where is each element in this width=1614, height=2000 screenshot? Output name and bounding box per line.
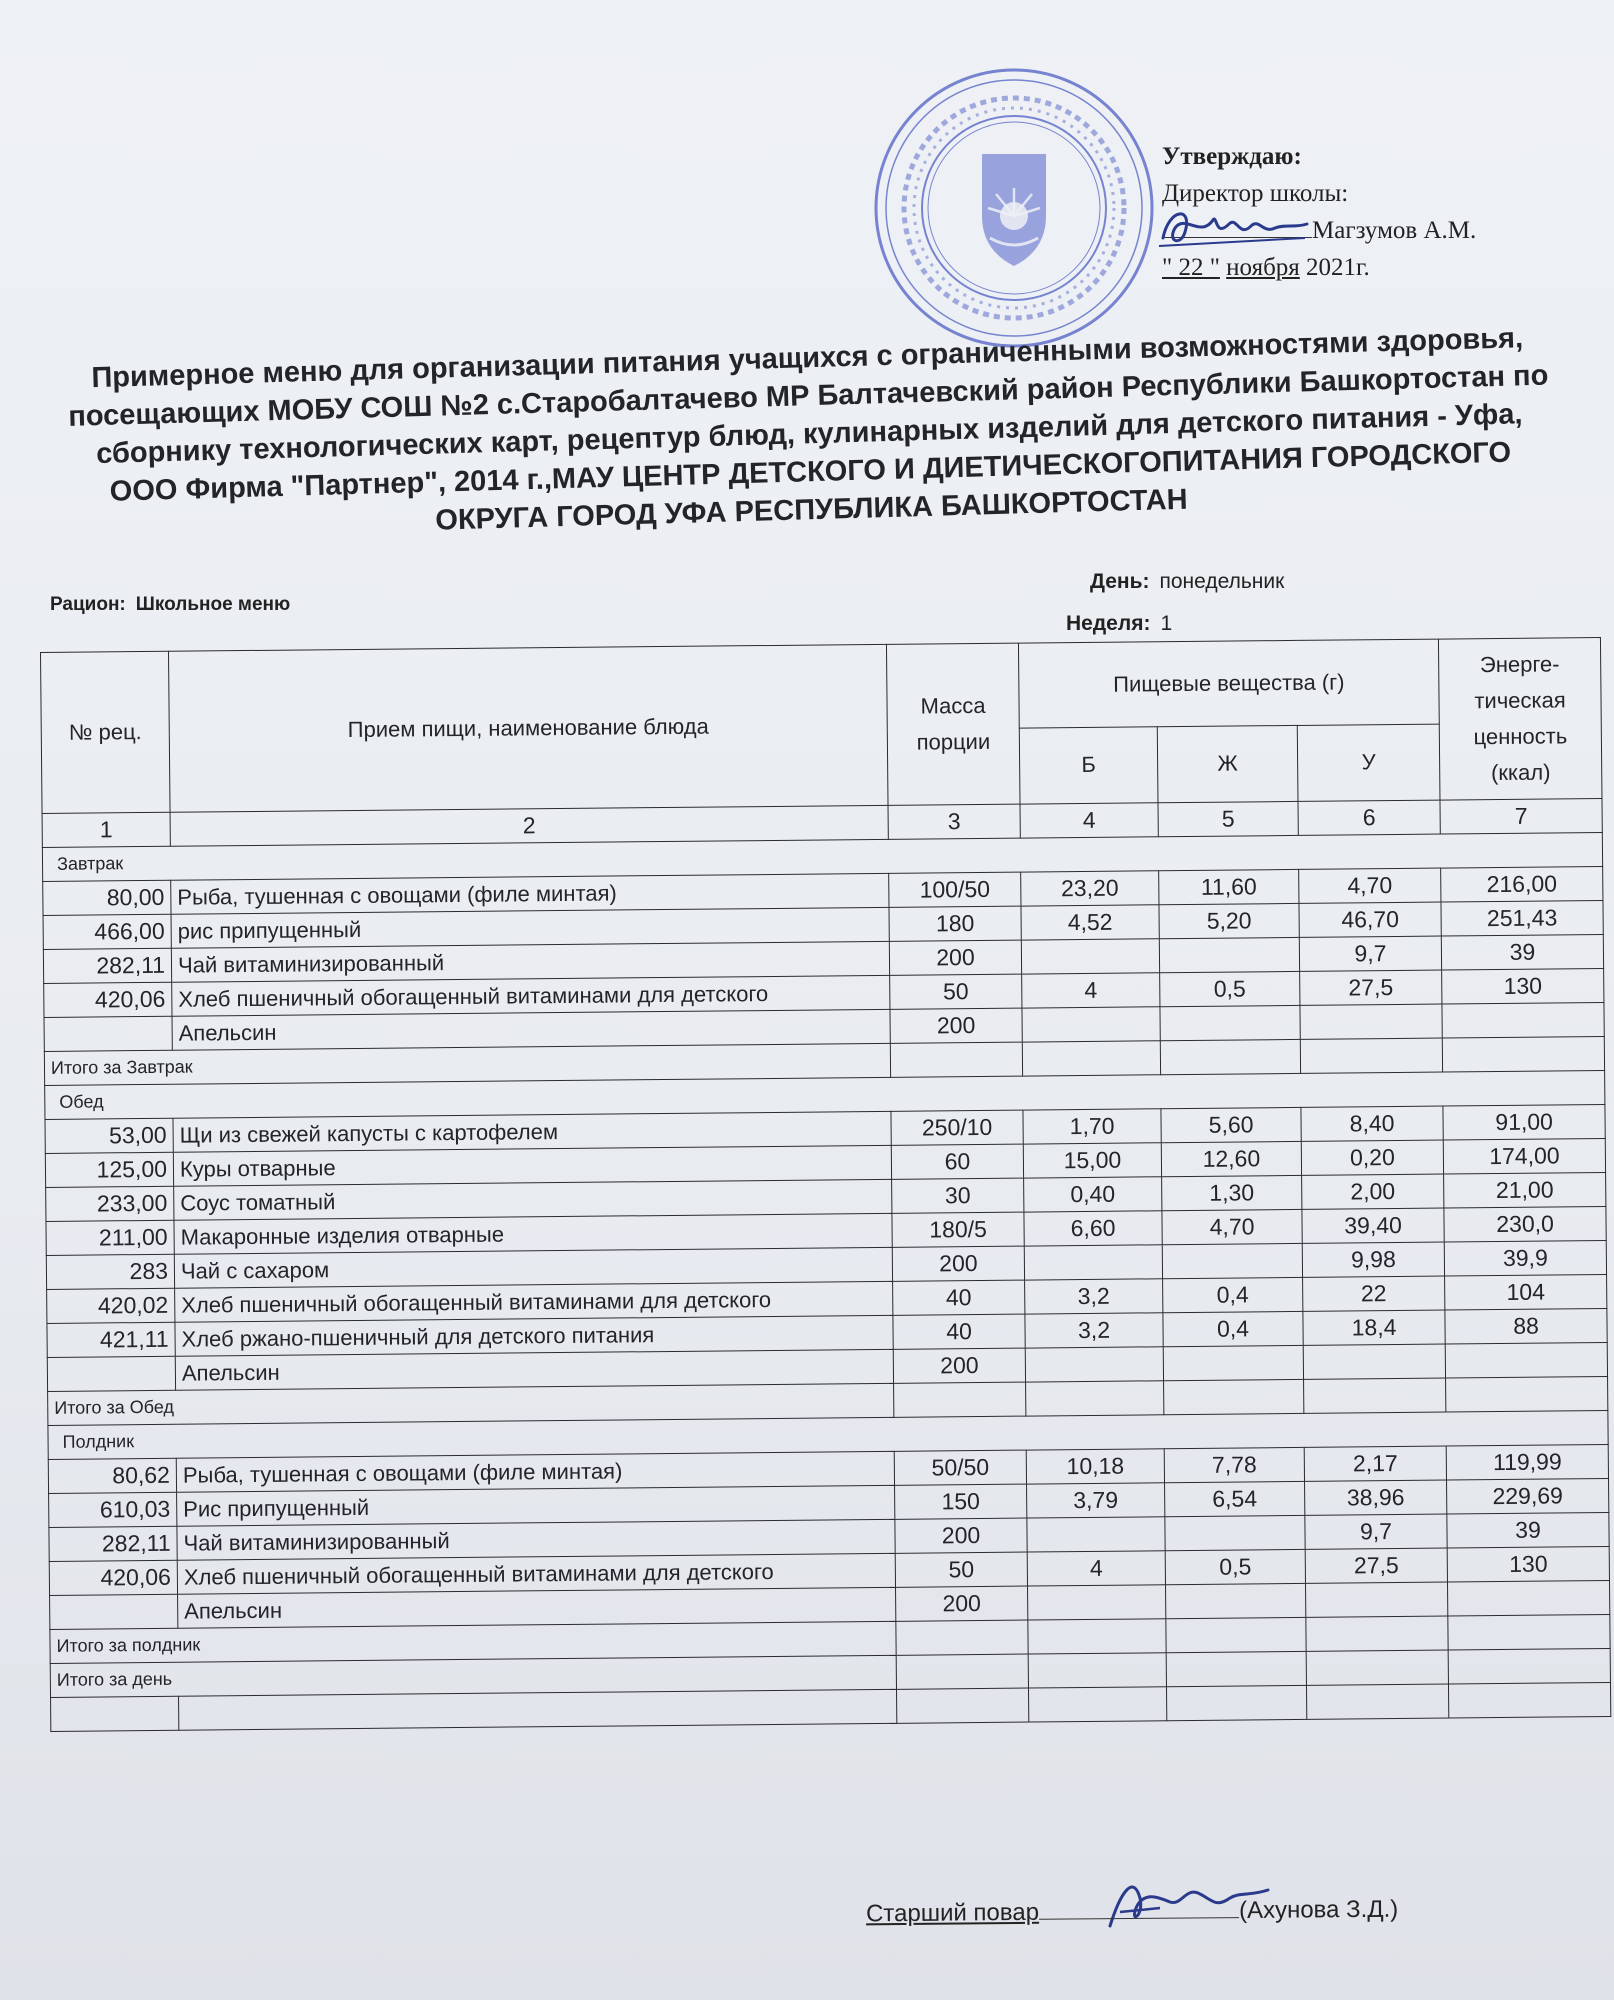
week-label: Неделя: [1066,612,1151,635]
section-total-label: Итого за полдник [50,1621,896,1663]
cell-u: 39,40 [1302,1208,1444,1243]
approval-name: Магзумов А.М. [1312,217,1477,244]
total-cell [1026,1381,1164,1416]
cell-b [1025,1347,1163,1382]
total-cell [1442,1037,1604,1073]
header-mass: Масса порции [886,643,1020,805]
cell-dish: Апельсин [175,1349,893,1390]
cell-zh: 7,78 [1164,1447,1304,1482]
cell-zh: 0,4 [1163,1311,1303,1346]
header-b: Б [1019,726,1158,804]
column-index-cell: 4 [1020,803,1158,838]
cell-b: 3,2 [1025,1313,1163,1348]
ration-label: Рацион: [50,594,126,615]
blank-cell [51,1696,179,1731]
cell-kcal: 39 [1447,1512,1609,1548]
cell-mass: 200 [890,1008,1022,1043]
cell-u [1305,1582,1447,1617]
day-total-label: Итого за день [50,1655,896,1697]
section-total-label: Итого за Обед [48,1383,894,1425]
cell-b: 15,00 [1023,1143,1161,1178]
total-cell [1446,1376,1608,1412]
cell-b: 6,60 [1024,1211,1162,1246]
total-cell [1306,1650,1448,1685]
cell-b: 0,40 [1024,1177,1162,1212]
cell-u: 8,40 [1301,1106,1443,1141]
cell-u: 2,00 [1302,1174,1444,1209]
total-cell [1166,1617,1306,1652]
total-cell [1306,1616,1448,1651]
cell-rec: 80,62 [48,1458,176,1493]
cell-u: 9,7 [1305,1514,1447,1549]
cell-zh [1160,1005,1300,1040]
cell-rec: 282,11 [49,1526,177,1561]
cell-mass: 40 [893,1314,1025,1349]
week-value: 1 [1160,612,1173,635]
column-index-cell: 5 [1158,801,1298,836]
cell-kcal: 119,99 [1446,1444,1608,1480]
header-zh: Ж [1157,725,1298,803]
cell-b: 3,2 [1025,1279,1163,1314]
cell-rec: 466,00 [43,914,171,949]
footer-role: Старший повар [865,1898,1040,1928]
blank-cell [179,1689,897,1730]
cell-dish: Макаронные изделия отварные [174,1213,892,1254]
cell-b: 4,52 [1021,905,1159,940]
cell-mass: 180/5 [892,1212,1024,1247]
cell-dish: Куры отварные [173,1145,891,1186]
ration-info [50,594,300,616]
cell-zh [1165,1515,1305,1550]
total-cell [1022,1041,1160,1076]
approval-position: Директор школы: [1162,180,1349,207]
cell-kcal: 130 [1447,1546,1609,1582]
cell-kcal [1445,1342,1607,1378]
cell-dish: Чай витаминизированный [177,1519,895,1560]
cell-mass: 100/50 [889,872,1021,907]
section-total-label: Итого за Завтрак [44,1043,890,1085]
cell-kcal: 21,00 [1444,1172,1606,1208]
cell-zh: 11,60 [1159,869,1299,904]
cell-rec [47,1356,175,1391]
total-cell [1448,1614,1610,1650]
cell-dish: Апельсин [178,1587,896,1628]
footer-signature-gap [1039,1917,1239,1920]
section-title: Обед [45,1071,1605,1120]
cell-u: 2,17 [1304,1446,1446,1481]
cell-mass: 50 [895,1552,1027,1587]
cell-zh: 4,70 [1162,1209,1302,1244]
column-index-cell: 3 [888,804,1020,839]
day-info [1090,570,1284,594]
blank-cell [896,1688,1028,1723]
cell-zh: 12,60 [1161,1141,1301,1176]
cell-kcal: 216,00 [1441,867,1603,903]
cell-mass: 200 [896,1586,1028,1621]
column-index-cell: 6 [1298,800,1440,835]
cell-zh: 5,60 [1161,1107,1301,1142]
cell-rec: 282,11 [43,948,171,983]
cell-mass: 200 [889,940,1021,975]
cell-kcal [1448,1580,1610,1616]
footer-name: (Ахунова З.Д.) [1238,1895,1399,1925]
cell-rec: 233,00 [46,1186,174,1221]
blank-cell [1449,1682,1611,1718]
cell-u: 4,70 [1299,868,1441,903]
cell-dish: Хлеб ржано-пшеничный для детского питания [175,1315,893,1356]
ration-value: Школьное меню [135,594,291,615]
cell-b [1024,1245,1162,1280]
cell-rec: 211,00 [46,1220,174,1255]
cell-kcal: 230,0 [1444,1206,1606,1242]
column-index-cell: 7 [1440,799,1602,835]
cell-u: 46,70 [1299,902,1441,937]
cell-mass: 150 [895,1484,1027,1519]
approval-heading: Утверждаю: [1162,143,1302,170]
cell-zh: 0,4 [1163,1277,1303,1312]
header-row [41,638,1602,738]
cell-b: 1,70 [1023,1109,1161,1144]
cell-mass: 180 [889,906,1021,941]
cell-u: 0,20 [1301,1140,1443,1175]
approval-date-day: " 22 " [1162,254,1220,281]
cell-mass: 50 [890,974,1022,1009]
cell-zh: 5,20 [1159,903,1299,938]
cell-mass: 250/10 [891,1110,1023,1145]
section-title: Полдник [48,1410,1608,1459]
cell-b: 3,79 [1027,1483,1165,1518]
cell-u: 18,4 [1303,1310,1445,1345]
cell-zh [1159,937,1299,972]
cell-u: 9,98 [1302,1242,1444,1277]
cell-rec: 53,00 [45,1118,173,1153]
cell-kcal: 174,00 [1443,1138,1605,1174]
cell-dish: Рыба, тушенная с овощами (филе минтая) [176,1451,894,1492]
cell-u: 38,96 [1305,1480,1447,1515]
director-signature-icon [1155,198,1315,258]
menu-table [40,637,1611,1732]
section-title: Завтрак [42,833,1602,882]
official-stamp-icon [872,66,1156,350]
cell-zh: 0,5 [1165,1549,1305,1584]
cell-kcal: 39,9 [1444,1240,1606,1276]
cell-zh [1166,1583,1306,1618]
page-title: Примерное меню для организации питания учащихся с ограниченными возможностями здоровья, посещающих МОБУ СОШ №2 с.Старобалтачево МР Балтачевский район Республики Башкортостан по сборнику технологических карт, рецептур блюд, кулинарных изделий для детского питания - Уфа, ООО Фирма "Партнер", 2014 г.,МАУ ЦЕНТР ДЕТСКОГО И ДИЕТИЧЕСКОГОПИТАНИЯ ГОРОДСКОГО ОКРУГА ГОРОД УФА РЕСПУБЛИКА БАШКОРТОСТАН [67,322,1549,537]
cell-kcal: 104 [1445,1274,1607,1310]
cell-rec: 420,02 [47,1288,175,1323]
cell-u: 27,5 [1300,970,1442,1005]
cell-zh [1162,1243,1302,1278]
cell-dish: Чай с сахаром [174,1247,892,1288]
day-label: День: [1090,570,1150,593]
cell-rec: 283 [46,1254,174,1289]
cell-zh: 6,54 [1165,1481,1305,1516]
cell-kcal [1442,1003,1604,1039]
cell-b [1022,1007,1160,1042]
cell-b: 10,18 [1026,1449,1164,1484]
cell-rec [50,1594,178,1629]
cell-mass: 50/50 [894,1450,1026,1485]
header-u: У [1297,724,1440,802]
cell-kcal: 130 [1442,969,1604,1005]
cell-mass: 200 [892,1246,1024,1281]
cell-zh [1163,1345,1303,1380]
cell-dish: Апельсин [172,1009,890,1050]
cell-kcal: 251,43 [1441,901,1603,937]
column-index-cell: 2 [170,805,888,846]
total-cell [1028,1619,1166,1654]
cell-kcal: 39 [1441,935,1603,971]
cell-rec: 610,03 [49,1492,177,1527]
total-cell [896,1620,1028,1655]
header-dish: Прием пищи, наименование блюда [168,644,888,812]
cell-b [1028,1585,1166,1620]
cell-b [1021,939,1159,974]
approval-date-month: ноября [1226,254,1300,281]
cell-zh: 0,5 [1160,971,1300,1006]
cell-rec: 421,11 [47,1322,175,1357]
total-cell [1448,1648,1610,1684]
header-rec-no: № рец. [41,651,171,813]
cell-b: 4 [1027,1551,1165,1586]
cell-dish: Хлеб пшеничный обогащенный витаминами для детского [172,975,890,1016]
cell-rec: 420,06 [49,1560,177,1595]
cell-dish: Рыба, тушенная с овощами (филе минтая) [171,873,889,914]
column-index-cell: 1 [42,812,170,847]
cell-u: 9,7 [1299,936,1441,971]
header-energy: Энерге-тическая ценность (ккал) [1438,638,1602,801]
total-cell [1304,1378,1446,1413]
cell-kcal: 91,00 [1443,1104,1605,1140]
cell-b: 4 [1022,973,1160,1008]
cell-mass: 200 [895,1518,1027,1553]
cell-zh: 1,30 [1162,1175,1302,1210]
cell-dish: Хлеб пшеничный обогащенный витаминами для детского [177,1553,895,1594]
total-cell [1300,1038,1442,1073]
cell-dish: рис припущенный [171,907,889,948]
cell-dish: Рис припущенный [177,1485,895,1526]
blank-cell [1028,1687,1166,1722]
cell-kcal: 229,69 [1447,1478,1609,1514]
cell-rec: 125,00 [45,1152,173,1187]
week-info [1066,612,1172,636]
cell-u [1303,1344,1445,1379]
header-nutrients: Пищевые вещества (г) [1018,639,1439,728]
cell-mass: 30 [892,1178,1024,1213]
cell-b: 23,20 [1021,871,1159,906]
cell-rec: 420,06 [44,982,172,1017]
blank-cell [1306,1684,1448,1719]
cell-mass: 60 [891,1144,1023,1179]
total-cell [1164,1379,1304,1414]
cell-dish: Щи из свежей капусты с картофелем [173,1111,891,1152]
total-cell [1160,1039,1300,1074]
cell-u: 22 [1303,1276,1445,1311]
footer-signature-line [866,1896,1398,1929]
cell-b [1027,1517,1165,1552]
cell-kcal: 88 [1445,1308,1607,1344]
cell-rec: 80,00 [43,880,171,915]
cell-mass: 40 [893,1280,1025,1315]
cell-u: 27,5 [1305,1548,1447,1583]
total-cell [1028,1653,1166,1688]
blank-cell [1166,1685,1306,1720]
cell-rec [44,1016,172,1051]
cell-mass: 200 [893,1348,1025,1383]
total-cell [896,1654,1028,1689]
approval-date-year: 2021г. [1306,254,1370,281]
total-cell [1166,1651,1306,1686]
total-cell [894,1382,1026,1417]
cell-u [1300,1004,1442,1039]
cell-dish: Хлеб пшеничный обогащенный витаминами для детского [175,1281,893,1322]
total-cell [890,1042,1022,1077]
cell-dish: Соус томатный [174,1179,892,1220]
day-value: понедельник [1159,570,1285,593]
cell-dish: Чай витаминизированный [171,941,889,982]
